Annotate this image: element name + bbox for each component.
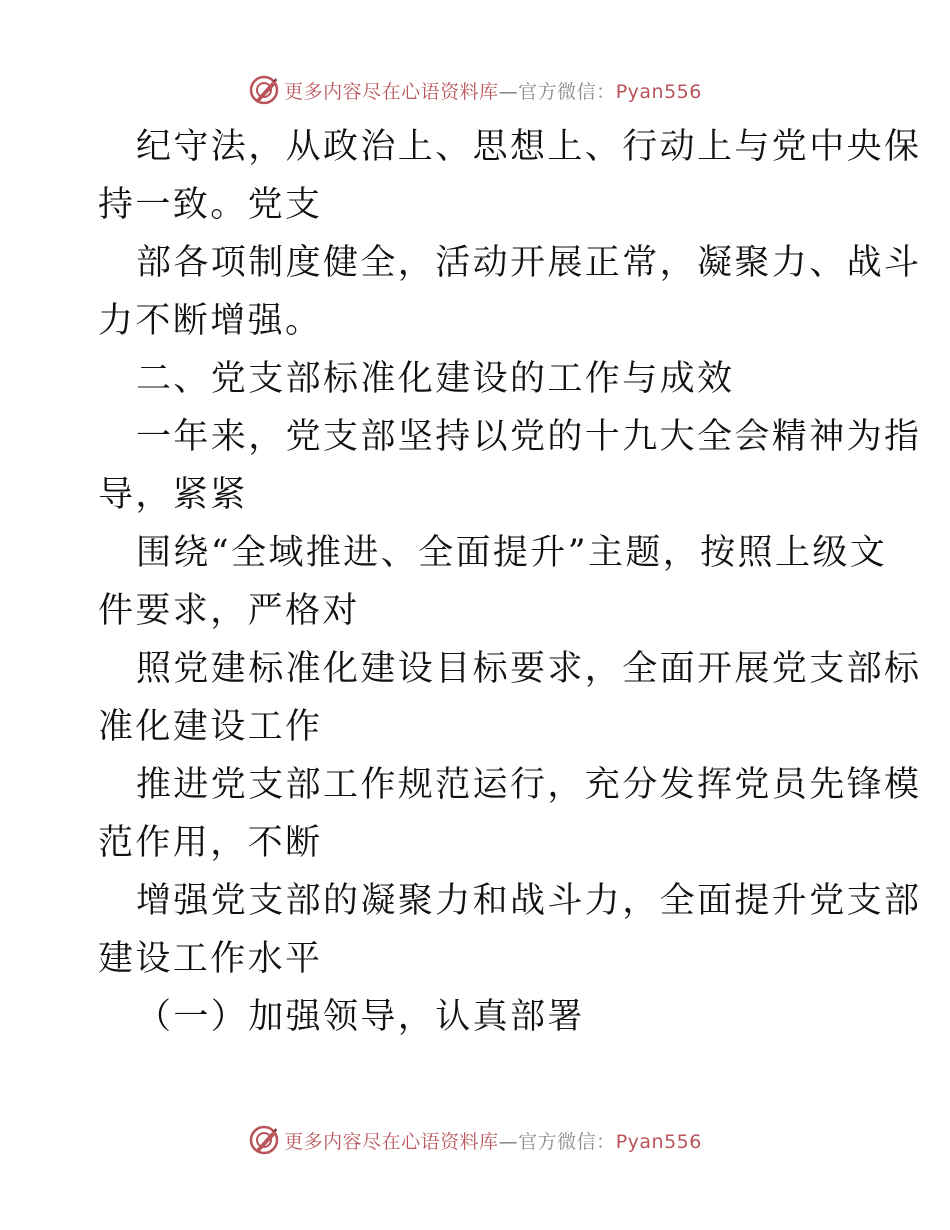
body-paragraph	[98, 872, 922, 988]
footer-brand-text: 更多内容尽在心语资料库	[284, 1130, 499, 1153]
paragraph-line: 照党建标准化建设目标要求，全面开展党支部标	[136, 649, 922, 689]
paragraph-line: 范作用，不断	[98, 823, 323, 863]
header-brand-text: 更多内容尽在心语资料库	[284, 80, 499, 103]
body-paragraph	[98, 234, 922, 350]
header-banner	[0, 70, 950, 110]
paragraph-line: 一年来，党支部坚持以党的十九大全会精神为指	[136, 417, 922, 457]
header-separator: —	[498, 80, 519, 103]
footer-separator: —	[498, 1130, 519, 1153]
body-paragraph	[98, 350, 858, 408]
body-paragraph	[98, 524, 888, 640]
brand-logo-icon	[248, 74, 280, 106]
body-paragraph	[98, 988, 858, 1046]
header-text	[284, 77, 702, 104]
brand-logo-icon	[248, 1124, 280, 1156]
paragraph-line: 件要求，严格对	[98, 591, 360, 631]
footer-banner	[0, 1120, 950, 1160]
paragraph-line: 持一致。党支	[98, 185, 323, 225]
body-paragraph	[98, 640, 922, 756]
paragraph-line: 纪守法，从政治上、思想上、行动上与党中央保	[136, 127, 922, 167]
paragraph-line: （一）加强领导，认真部署	[136, 997, 585, 1037]
paragraph-line: 围绕“全域推进、全面提升”主题，按照上级文	[136, 533, 888, 573]
body-paragraph	[98, 118, 922, 234]
paragraph-line: 增强党支部的凝聚力和战斗力，全面提升党支部	[136, 881, 922, 921]
paragraph-line: 部各项制度健全，活动开展正常，凝聚力、战斗	[136, 243, 922, 283]
paragraph-line: 力不断增强。	[98, 301, 323, 341]
header-wechat-id: Pyan556	[615, 80, 702, 103]
paragraph-line: 推进党支部工作规范运行，充分发挥党员先锋模	[136, 765, 922, 805]
body-paragraph	[98, 408, 922, 524]
body-paragraph	[98, 756, 922, 872]
header-wechat-label: 官方微信：	[518, 80, 616, 103]
paragraph-line: 建设工作水平	[98, 939, 323, 979]
document-body	[98, 118, 922, 1046]
footer-wechat-id: Pyan556	[615, 1130, 702, 1153]
footer-wechat-label: 官方微信：	[518, 1130, 616, 1153]
paragraph-line: 导，紧紧	[98, 475, 248, 515]
footer-text	[284, 1127, 702, 1154]
paragraph-line: 准化建设工作	[98, 707, 323, 747]
paragraph-line: 二、党支部标准化建设的工作与成效	[136, 359, 735, 399]
